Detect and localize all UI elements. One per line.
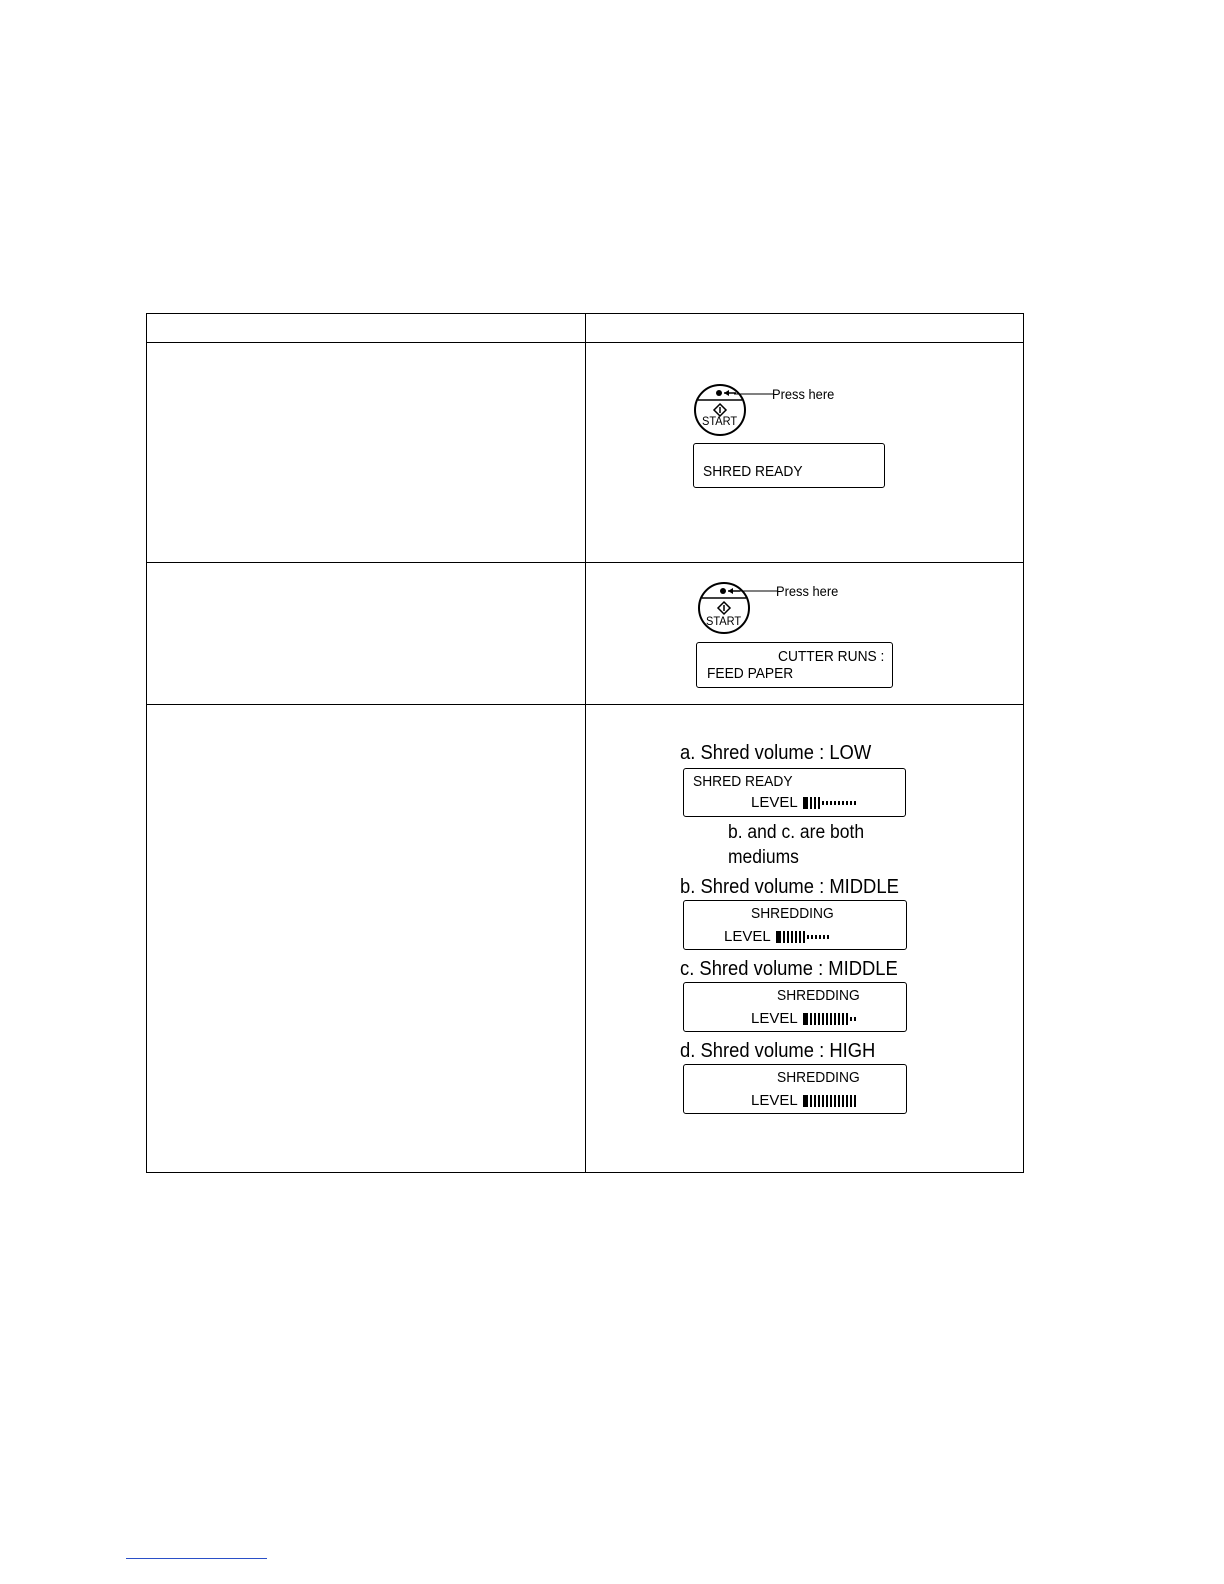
volume-note [728, 820, 864, 870]
lcd-status: SHREDDING [751, 906, 834, 922]
press-here-label: Press here [776, 583, 839, 599]
level-segment-filled [783, 931, 785, 943]
volume-title-low: a. Shred volume : LOW [680, 742, 872, 764]
level-segment-filled [854, 1095, 856, 1107]
level-segment-filled [787, 931, 789, 943]
lcd-volume-middle-b [683, 900, 907, 950]
volume-title-high: d. Shred volume : HIGH [680, 1040, 876, 1062]
level-row [751, 1092, 856, 1109]
lcd-volume-high [683, 1064, 907, 1114]
lcd-line-1: CUTTER RUNS : [778, 649, 885, 665]
start-button-label: START [706, 614, 742, 628]
level-segment-filled [799, 931, 801, 943]
lcd-status: SHRED READY [693, 774, 793, 790]
level-segment-empty [826, 801, 828, 805]
note-line-2: mediums [728, 847, 799, 868]
level-meter [803, 1095, 856, 1107]
level-segment-filled [830, 1095, 832, 1107]
header-row-divider [147, 342, 1023, 343]
level-segment-empty [811, 935, 813, 939]
level-segment-filled [776, 931, 781, 943]
level-segment-filled [803, 797, 808, 809]
level-segment-filled [842, 1095, 844, 1107]
start-button-icon [696, 578, 756, 638]
level-segment-filled [846, 1095, 848, 1107]
level-label: LEVEL [724, 928, 771, 945]
level-segment-filled [838, 1013, 840, 1025]
row-divider-1 [147, 562, 1023, 563]
level-segment-filled [834, 1013, 836, 1025]
level-segment-filled [850, 1095, 852, 1107]
level-label: LEVEL [751, 794, 798, 811]
level-segment-empty [854, 1017, 856, 1021]
start-illustration-2 [694, 576, 894, 691]
shred-volume-illustration [680, 742, 920, 1122]
lcd-volume-middle-c [683, 982, 907, 1032]
level-segment-filled [795, 931, 797, 943]
level-segment-empty [815, 935, 817, 939]
level-segment-filled [838, 1095, 840, 1107]
volume-title-middle-b: b. Shred volume : MIDDLE [680, 876, 899, 898]
level-segment-filled [818, 1013, 820, 1025]
level-row [724, 928, 829, 945]
level-label: LEVEL [751, 1092, 798, 1109]
press-here-leader-line [734, 392, 824, 396]
level-segment-filled [803, 1013, 808, 1025]
lcd-status: SHREDDING [777, 1070, 860, 1086]
level-segment-empty [854, 801, 856, 805]
level-segment-filled [803, 1095, 808, 1107]
level-label: LEVEL [751, 1010, 798, 1027]
level-segment-filled [810, 797, 812, 809]
level-segment-empty [834, 801, 836, 805]
level-segment-filled [810, 1095, 812, 1107]
level-segment-filled [803, 931, 805, 943]
level-segment-filled [826, 1013, 828, 1025]
lcd-status: SHREDDING [777, 988, 860, 1004]
row-divider-2 [147, 704, 1023, 705]
level-segment-filled [846, 1013, 848, 1025]
level-segment-empty [846, 801, 848, 805]
level-segment-empty [842, 801, 844, 805]
level-segment-empty [822, 801, 824, 805]
level-segment-filled [814, 1095, 816, 1107]
level-segment-filled [822, 1095, 824, 1107]
level-segment-filled [830, 1013, 832, 1025]
level-meter [776, 931, 829, 943]
level-meter [803, 797, 856, 809]
level-row [751, 794, 856, 811]
level-segment-empty [819, 935, 821, 939]
level-segment-filled [822, 1013, 824, 1025]
level-segment-filled [818, 1095, 820, 1107]
start-illustration-1 [690, 378, 890, 493]
level-segment-filled [818, 797, 820, 809]
level-segment-filled [814, 797, 816, 809]
column-divider [585, 314, 586, 1172]
level-meter [803, 1013, 856, 1025]
level-segment-empty [807, 935, 809, 939]
level-segment-empty [830, 801, 832, 805]
level-segment-empty [827, 935, 829, 939]
press-here-leader-line [738, 589, 828, 593]
lcd-line-2: FEED PAPER [707, 666, 794, 682]
level-segment-filled [814, 1013, 816, 1025]
level-segment-empty [823, 935, 825, 939]
lcd-volume-low [683, 768, 906, 817]
start-button-icon [692, 380, 752, 440]
level-segment-empty [850, 1017, 852, 1021]
press-here-label: Press here [772, 386, 835, 402]
lcd-display [696, 642, 893, 688]
level-segment-filled [842, 1013, 844, 1025]
level-segment-filled [834, 1095, 836, 1107]
level-segment-empty [850, 801, 852, 805]
level-segment-empty [838, 801, 840, 805]
lcd-display [693, 443, 885, 488]
level-segment-filled [826, 1095, 828, 1107]
level-segment-filled [810, 1013, 812, 1025]
note-line-1: b. and c. are both [728, 822, 865, 843]
level-row [751, 1010, 856, 1027]
level-segment-filled [791, 931, 793, 943]
start-button-label: START [702, 414, 738, 428]
lcd-line-1: SHRED READY [703, 464, 803, 480]
footnote-separator [126, 1558, 267, 1559]
volume-title-middle-c: c. Shred volume : MIDDLE [680, 958, 898, 980]
